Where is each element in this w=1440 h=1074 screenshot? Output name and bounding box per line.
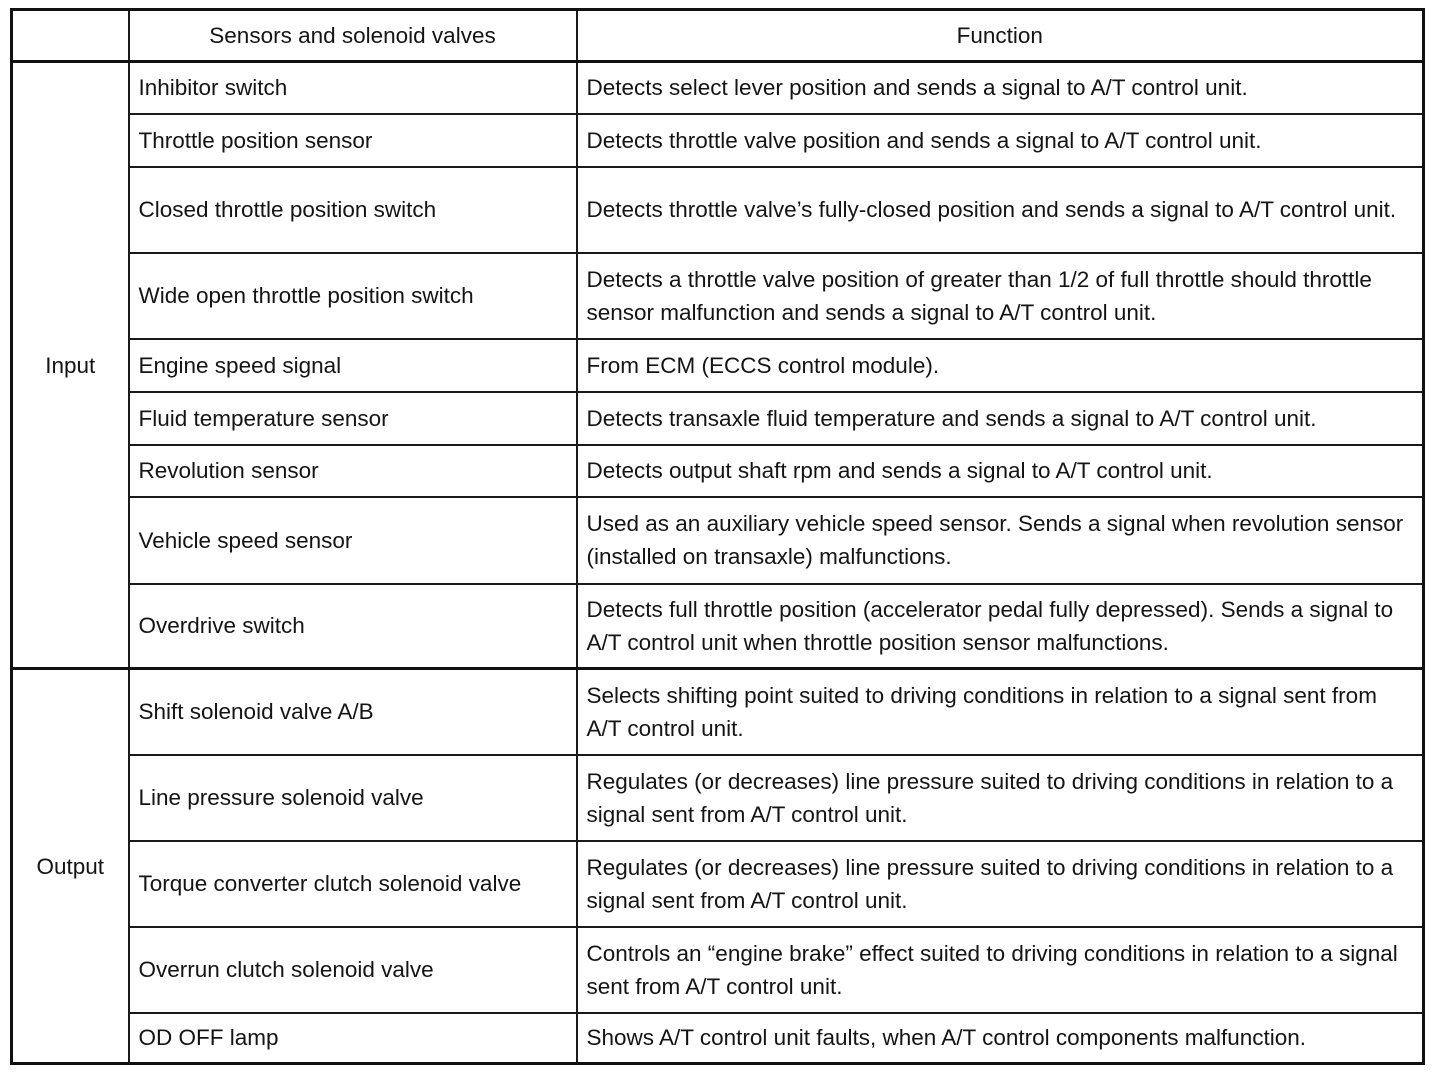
table-row (12, 62, 1424, 114)
component-function: Regulates (or decreases) line pressure suited to driving conditions in relation to a signal sent from A/T control unit. (577, 755, 1424, 841)
table-row (12, 841, 1424, 927)
component-function: Detects full throttle position (accelerator pedal fully depressed). Sends a signal to A/T control unit when throttle position sensor malfunctions. (577, 584, 1424, 669)
component-function: Detects a throttle valve position of greater than 1/2 of full throttle should throttle sensor malfunction and sends a signal to A/T control unit. (577, 253, 1424, 339)
component-name: OD OFF lamp (129, 1013, 577, 1064)
header-component: Sensors and solenoid valves (129, 10, 577, 62)
component-name: Shift solenoid valve A/B (129, 669, 577, 755)
table-row (12, 167, 1424, 253)
component-name: Inhibitor switch (129, 62, 577, 114)
component-name: Line pressure solenoid valve (129, 755, 577, 841)
table-row (12, 927, 1424, 1013)
component-name: Overdrive switch (129, 584, 577, 669)
table-row (12, 253, 1424, 339)
header-row (12, 10, 1424, 62)
header-function: Function (577, 10, 1424, 62)
component-name: Closed throttle position switch (129, 167, 577, 253)
component-name: Wide open throttle position switch (129, 253, 577, 339)
table-row (12, 339, 1424, 392)
component-function: Regulates (or decreases) line pressure suited to driving conditions in relation to a signal sent from A/T control unit. (577, 841, 1424, 927)
component-function: Detects select lever position and sends a signal to A/T control unit. (577, 62, 1424, 114)
header-group-cell (12, 10, 129, 62)
table-row (12, 755, 1424, 841)
component-name: Revolution sensor (129, 445, 577, 497)
table-row (12, 445, 1424, 497)
component-function: Selects shifting point suited to driving conditions in relation to a signal sent from A/T control unit. (577, 669, 1424, 755)
component-function: From ECM (ECCS control module). (577, 339, 1424, 392)
table-row (12, 392, 1424, 445)
component-function: Used as an auxiliary vehicle speed sensor. Sends a signal when revolution sensor (installed on transaxle) malfunctions. (577, 497, 1424, 584)
table-row (12, 114, 1424, 167)
component-name: Engine speed signal (129, 339, 577, 392)
group-label-output: Output (12, 669, 129, 1064)
component-name: Throttle position sensor (129, 114, 577, 167)
component-function: Detects throttle valve position and sends a signal to A/T control unit. (577, 114, 1424, 167)
table-row (12, 497, 1424, 584)
component-name: Torque converter clutch solenoid valve (129, 841, 577, 927)
component-function: Detects output shaft rpm and sends a signal to A/T control unit. (577, 445, 1424, 497)
component-function: Detects transaxle fluid temperature and sends a signal to A/T control unit. (577, 392, 1424, 445)
component-name: Fluid temperature sensor (129, 392, 577, 445)
table-row (12, 669, 1424, 755)
component-name: Vehicle speed sensor (129, 497, 577, 584)
component-function: Detects throttle valve’s fully-closed position and sends a signal to A/T control unit. (577, 167, 1424, 253)
sensor-function-table (10, 8, 1425, 1065)
table-row (12, 584, 1424, 669)
component-function: Controls an “engine brake” effect suited to driving conditions in relation to a signal sent from A/T control unit. (577, 927, 1424, 1013)
group-label-input: Input (12, 62, 129, 669)
component-function: Shows A/T control unit faults, when A/T control components malfunction. (577, 1013, 1424, 1064)
component-name: Overrun clutch solenoid valve (129, 927, 577, 1013)
table-row (12, 1013, 1424, 1064)
